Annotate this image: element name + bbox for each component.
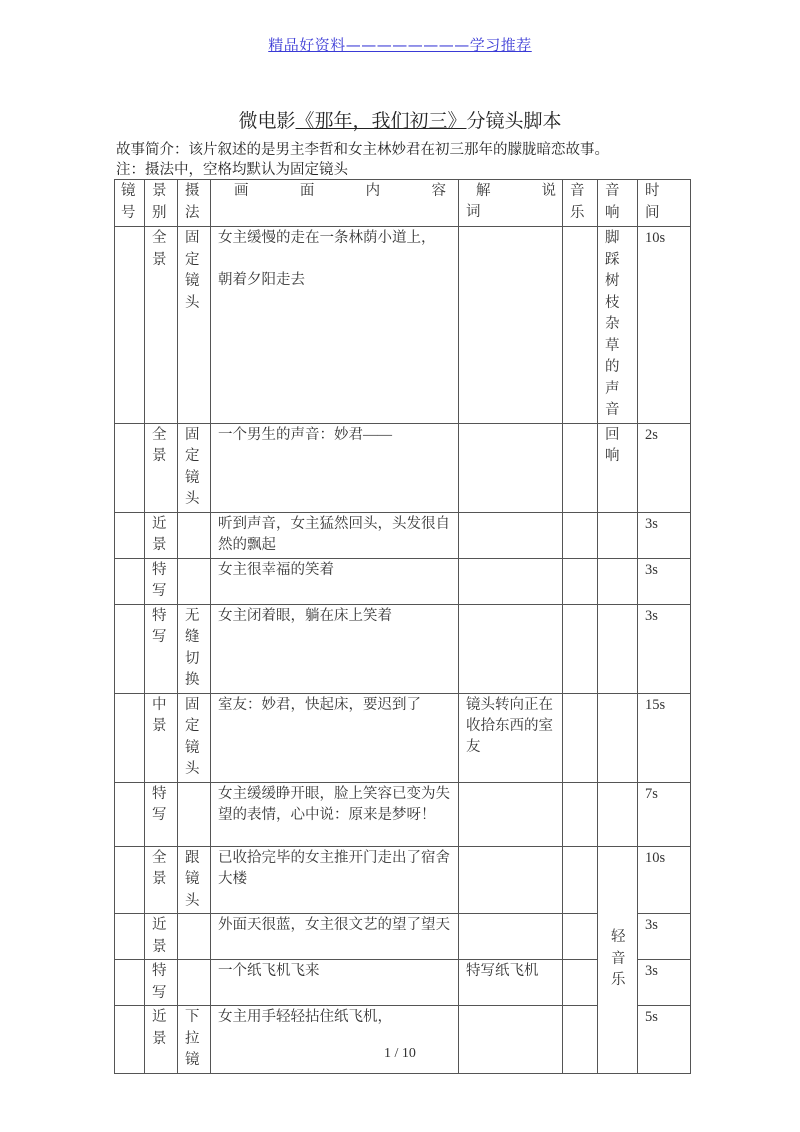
- header-sound: 音响: [598, 180, 638, 227]
- cell-sound: [598, 512, 638, 558]
- cell-music: [563, 1006, 598, 1074]
- table-row: [115, 423, 691, 512]
- header-music: 音乐: [563, 180, 598, 227]
- cell-shot-size: 全景: [145, 227, 178, 424]
- cell-shot-no: [115, 227, 145, 424]
- cell-time: 3s: [638, 914, 691, 960]
- storyboard-table: [114, 179, 691, 1074]
- cell-content: 女主闭着眼，躺在床上笑着: [211, 604, 459, 693]
- cell-shot-no: [115, 512, 145, 558]
- cell-camera: 固定镜头: [178, 423, 211, 512]
- cell-sound: [598, 693, 638, 782]
- header-shot-no: 镜号: [115, 180, 145, 227]
- cell-narration: [459, 782, 563, 846]
- cell-time: 2s: [638, 423, 691, 512]
- cell-sound: 脚踩树枝杂草的声音: [598, 227, 638, 424]
- note-text: 注：摄法中，空格均默认为固定镜头: [116, 162, 348, 178]
- table-row: [115, 846, 691, 914]
- cell-camera: 无缝切换: [178, 604, 211, 693]
- cell-time: 5s: [638, 1006, 691, 1074]
- cell-narration: [459, 846, 563, 914]
- header-recommend-link[interactable]: 精品好资料————————学习推荐: [268, 36, 532, 54]
- cell-content: 女主缓慢的走在一条林荫小道上， 朝着夕阳走去: [211, 227, 459, 424]
- cell-shot-size: 近景: [145, 512, 178, 558]
- title-suffix: 分镜头脚本: [466, 111, 562, 132]
- table-row: [115, 604, 691, 693]
- cell-camera: [178, 558, 211, 604]
- title-film-name: 《那年，我们初三》: [295, 111, 467, 132]
- cell-shot-size: 全景: [145, 846, 178, 914]
- cell-shot-size: 特写: [145, 604, 178, 693]
- cell-sound: [598, 558, 638, 604]
- cell-camera: 固定镜头: [178, 227, 211, 424]
- cell-content: 听到声音，女主猛然回头，头发很自然的飘起: [211, 512, 459, 558]
- cell-narration: 特写纸飞机: [459, 960, 563, 1006]
- cell-sound-merged: 轻音乐: [598, 846, 638, 1073]
- cell-music: [563, 782, 598, 846]
- cell-narration: [459, 558, 563, 604]
- cell-music: [563, 423, 598, 512]
- cell-camera: [178, 914, 211, 960]
- cell-music: [563, 512, 598, 558]
- cell-shot-no: [115, 1006, 145, 1074]
- cell-music: [563, 558, 598, 604]
- header-time: 时间: [638, 180, 691, 227]
- cell-content: 一个男生的声音：妙君——: [211, 423, 459, 512]
- cell-music: [563, 693, 598, 782]
- synopsis-text: 故事简介：该片叙述的是男主李哲和女主林妙君在初三那年的朦胧暗恋故事。: [116, 142, 609, 158]
- cell-content: 已收拾完毕的女主推开门走出了宿舍大楼: [211, 846, 459, 914]
- cell-narration: [459, 914, 563, 960]
- title-prefix: 微电影: [238, 111, 296, 132]
- cell-camera: 跟镜头: [178, 846, 211, 914]
- cell-narration: 镜头转向正在收拾东西的室友: [459, 693, 563, 782]
- table-row: [115, 512, 691, 558]
- cell-content: 外面天很蓝，女主很文艺的望了望天: [211, 914, 459, 960]
- cell-narration: [459, 423, 563, 512]
- cell-camera: [178, 512, 211, 558]
- table-row: [115, 782, 691, 846]
- cell-camera: [178, 960, 211, 1006]
- cell-shot-no: [115, 558, 145, 604]
- table-row: [115, 227, 691, 424]
- cell-content: 一个纸飞机飞来: [211, 960, 459, 1006]
- cell-camera: 固定镜头: [178, 693, 211, 782]
- cell-narration: [459, 512, 563, 558]
- cell-shot-no: [115, 846, 145, 914]
- cell-narration: [459, 1006, 563, 1074]
- intro-block: [116, 140, 609, 180]
- cell-shot-size: 近景: [145, 1006, 178, 1074]
- table-row: [115, 558, 691, 604]
- page-indicator: 1 / 10: [384, 1046, 416, 1061]
- cell-shot-no: [115, 782, 145, 846]
- cell-time: 3s: [638, 604, 691, 693]
- cell-shot-size: 特写: [145, 782, 178, 846]
- header-camera: 摄法: [178, 180, 211, 227]
- cell-camera: [178, 782, 211, 846]
- cell-time: 3s: [638, 960, 691, 1006]
- table-header-row: [115, 180, 691, 227]
- cell-sound: [598, 604, 638, 693]
- cell-music: [563, 960, 598, 1006]
- cell-time: 15s: [638, 693, 691, 782]
- cell-shot-no: [115, 693, 145, 782]
- cell-shot-size: 近景: [145, 914, 178, 960]
- cell-time: 3s: [638, 558, 691, 604]
- cell-content: 女主用手轻轻拈住纸飞机，: [211, 1006, 459, 1074]
- cell-shot-no: [115, 423, 145, 512]
- cell-shot-no: [115, 960, 145, 1006]
- cell-music: [563, 604, 598, 693]
- page-title: [0, 106, 800, 133]
- cell-shot-no: [115, 604, 145, 693]
- cell-content: 女主缓缓睁开眼，脸上笑容已变为失望的表情，心中说：原来是梦呀！: [211, 782, 459, 846]
- table-row: [115, 693, 691, 782]
- cell-time: 10s: [638, 846, 691, 914]
- header-shot-size: 景别: [145, 180, 178, 227]
- cell-shot-size: 中景: [145, 693, 178, 782]
- cell-sound: [598, 782, 638, 846]
- cell-music: [563, 227, 598, 424]
- cell-content: 室友：妙君，快起床，要迟到了: [211, 693, 459, 782]
- cell-time: 3s: [638, 512, 691, 558]
- cell-time: 7s: [638, 782, 691, 846]
- cell-narration: [459, 604, 563, 693]
- cell-narration: [459, 227, 563, 424]
- header-narration: 解 说 词: [459, 180, 563, 227]
- cell-music: [563, 914, 598, 960]
- cell-time: 10s: [638, 227, 691, 424]
- cell-shot-size: 特写: [145, 558, 178, 604]
- header-content: 画 面 内 容: [211, 180, 459, 227]
- cell-camera: 下拉镜: [178, 1006, 211, 1074]
- cell-content: 女主很幸福的笑着: [211, 558, 459, 604]
- cell-music: [563, 846, 598, 914]
- cell-sound: 回响: [598, 423, 638, 512]
- cell-shot-no: [115, 914, 145, 960]
- cell-shot-size: 全景: [145, 423, 178, 512]
- cell-shot-size: 特写: [145, 960, 178, 1006]
